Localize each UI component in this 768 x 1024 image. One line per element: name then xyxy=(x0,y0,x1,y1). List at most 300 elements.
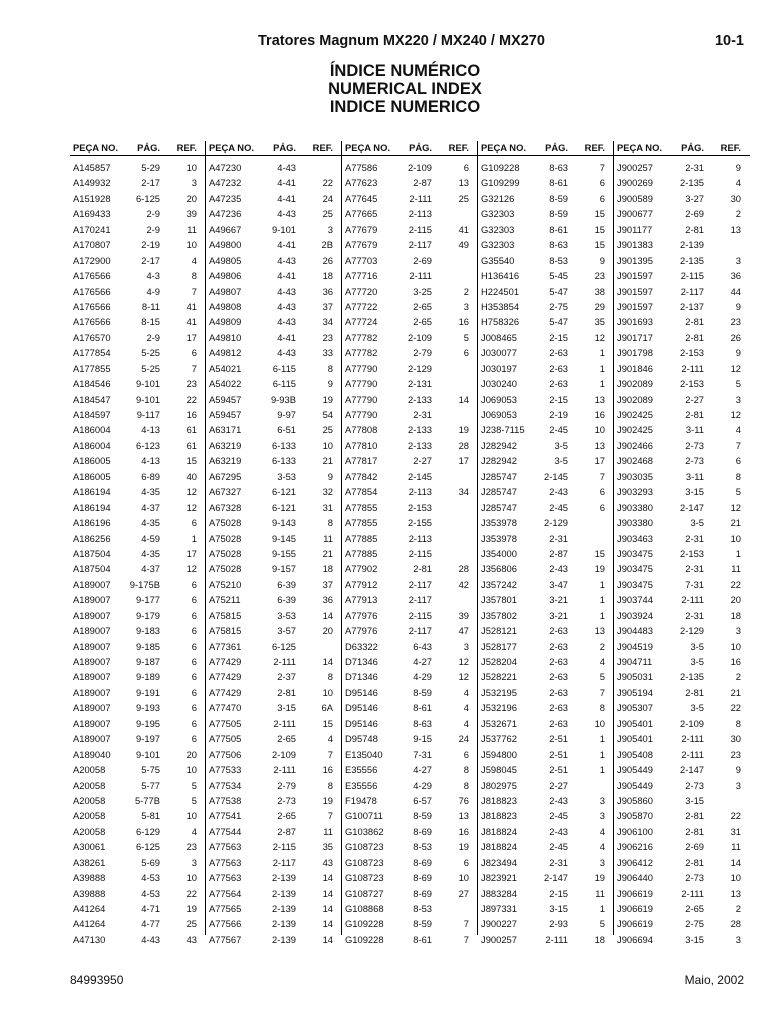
page-ref: 9-101 xyxy=(136,393,160,405)
table-row xyxy=(614,469,750,484)
part-number: A77782 xyxy=(345,347,378,359)
item-ref: 37 xyxy=(322,300,333,312)
item-ref: 10 xyxy=(186,162,197,173)
part-number: A77563 xyxy=(209,841,242,853)
page-ref: 6-125 xyxy=(136,192,160,204)
item-ref: 8 xyxy=(735,717,741,729)
table-row xyxy=(70,438,206,453)
item-ref: 23 xyxy=(730,316,741,328)
page-ref: 9-145 xyxy=(272,532,296,544)
table-row xyxy=(342,407,478,422)
item-ref: 41 xyxy=(186,316,197,328)
item-ref: 14 xyxy=(730,856,741,868)
page-ref: 4-53 xyxy=(141,887,160,899)
page-ref: 6-133 xyxy=(272,439,296,451)
page-ref: 2-79 xyxy=(277,779,296,791)
table-row xyxy=(478,793,614,808)
page-ref: 9-189 xyxy=(136,671,160,683)
part-number: G109299 xyxy=(481,177,520,189)
item-ref: 15 xyxy=(594,547,605,559)
page-ref: 3-15 xyxy=(549,903,568,914)
page-ref: 4-43 xyxy=(277,285,296,297)
page-ref: 2-73 xyxy=(685,779,704,791)
table-row xyxy=(206,577,342,592)
item-ref: 10 xyxy=(186,872,197,884)
page-ref: 2-139 xyxy=(272,918,296,930)
table-row xyxy=(614,237,750,252)
page-ref: 2-9 xyxy=(146,331,160,343)
item-ref: 10 xyxy=(458,872,469,884)
page-ref: 9-191 xyxy=(136,686,160,698)
item-ref: 7 xyxy=(191,362,197,374)
table-row xyxy=(206,669,342,684)
part-number: A184597 xyxy=(73,409,111,420)
table-row xyxy=(342,716,478,731)
part-number: J903475 xyxy=(617,547,653,559)
item-ref: 16 xyxy=(458,316,469,328)
table-row xyxy=(478,577,614,592)
table-row xyxy=(478,438,614,453)
item-ref: 2 xyxy=(735,208,741,220)
page-ref: 2-111 xyxy=(545,933,568,945)
item-ref: 21 xyxy=(322,455,333,467)
page-ref: 6-121 xyxy=(272,486,296,498)
page-ref: 5-69 xyxy=(141,856,160,868)
part-number: D95748 xyxy=(345,733,378,745)
header-part-number: PEÇA NO. xyxy=(73,142,118,153)
page-ref: 3-21 xyxy=(549,594,568,606)
part-number: A63171 xyxy=(209,424,242,436)
table-row xyxy=(478,376,614,391)
table-row xyxy=(70,731,206,746)
part-number: J903744 xyxy=(617,594,653,606)
page-ref: 4-35 xyxy=(141,486,160,498)
table-row xyxy=(206,453,342,468)
page-ref: 8-11 xyxy=(141,300,160,312)
table-row xyxy=(614,577,750,592)
item-ref: 9 xyxy=(735,347,741,359)
item-ref: 43 xyxy=(186,933,197,945)
page-ref: 2-73 xyxy=(685,455,704,467)
item-ref: 37 xyxy=(322,578,333,590)
table-row xyxy=(478,314,614,329)
page-ref: 6-115 xyxy=(272,378,296,390)
page-ref: 6-121 xyxy=(272,501,296,513)
part-number: A47236 xyxy=(209,208,242,220)
table-row xyxy=(70,855,206,870)
table-row xyxy=(342,669,478,684)
table-row xyxy=(70,762,206,777)
page-ref: 2-117 xyxy=(408,594,432,606)
table-row xyxy=(342,639,478,654)
table-row xyxy=(614,175,750,190)
item-ref: 2 xyxy=(735,671,741,683)
part-number: J354000 xyxy=(481,547,517,559)
item-ref: 1 xyxy=(599,362,605,374)
part-number: G32303 xyxy=(481,223,515,235)
part-number: A67327 xyxy=(209,486,242,498)
table-row xyxy=(342,345,478,360)
item-ref: 7 xyxy=(327,748,333,760)
page-ref: 4-43 xyxy=(141,933,160,945)
table-row xyxy=(342,916,478,931)
part-number: J901597 xyxy=(617,270,653,282)
table-row xyxy=(342,824,478,839)
table-row xyxy=(478,700,614,715)
table-row xyxy=(478,901,614,916)
part-number: A47235 xyxy=(209,192,242,204)
table-row xyxy=(70,747,206,762)
part-number: A77429 xyxy=(209,656,242,667)
part-number: A75028 xyxy=(209,547,242,559)
part-number: A77541 xyxy=(209,810,242,822)
page-ref: 5-45 xyxy=(549,270,568,282)
table-row xyxy=(70,577,206,592)
part-number: A77885 xyxy=(345,532,378,544)
item-ref: 5 xyxy=(191,794,197,806)
part-number: A77623 xyxy=(345,177,378,189)
part-number: J900257 xyxy=(617,162,653,173)
column-header-row xyxy=(614,141,750,156)
item-ref: 3 xyxy=(599,794,605,806)
part-number: J906216 xyxy=(617,841,653,853)
item-ref: 4 xyxy=(191,254,197,266)
page-ref: 9-101 xyxy=(272,223,296,235)
part-number: J905860 xyxy=(617,794,653,806)
table-row xyxy=(206,175,342,190)
page-ref: 4-29 xyxy=(413,779,432,791)
part-number: A49800 xyxy=(209,239,242,251)
page-ref: 4-29 xyxy=(413,671,432,683)
page-ref: 2-27 xyxy=(685,393,704,405)
table-row xyxy=(206,870,342,885)
item-ref: 30 xyxy=(730,733,741,745)
page-ref: 9-93B xyxy=(270,393,296,405)
item-ref: 12 xyxy=(186,563,197,575)
part-number: J905408 xyxy=(617,748,653,760)
item-ref: 1 xyxy=(599,733,605,745)
part-number: A49667 xyxy=(209,223,242,235)
part-number: A77724 xyxy=(345,316,378,328)
page-ref: 3-11 xyxy=(685,424,704,436)
header-part-number: PEÇA NO. xyxy=(617,142,662,153)
item-ref: 22 xyxy=(730,702,741,714)
table-row xyxy=(206,160,342,175)
page-ref: 3-11 xyxy=(685,470,704,482)
item-ref: 30 xyxy=(730,192,741,204)
table-row xyxy=(342,469,478,484)
item-ref: 10 xyxy=(730,532,741,544)
page-ref: 4-43 xyxy=(277,208,296,220)
item-ref: 76 xyxy=(458,794,469,806)
footer-date: Maio, 2002 xyxy=(684,973,744,987)
part-number: A77976 xyxy=(345,625,378,637)
column-header-row xyxy=(342,141,478,156)
part-number: D63322 xyxy=(345,640,378,652)
table-row xyxy=(342,299,478,314)
part-number: A77716 xyxy=(345,270,378,282)
part-number: A77429 xyxy=(209,686,242,698)
item-ref: 20 xyxy=(186,192,197,204)
table-row xyxy=(478,870,614,885)
item-ref: 11 xyxy=(323,825,333,837)
item-ref: 5 xyxy=(735,378,741,390)
page-ref: 3-5 xyxy=(690,517,704,529)
page-ref: 3-25 xyxy=(413,285,432,297)
page-ref: 3-5 xyxy=(690,702,704,714)
item-ref: 6 xyxy=(191,640,197,652)
page-ref: 4-35 xyxy=(141,547,160,559)
table-row xyxy=(70,376,206,391)
table-row xyxy=(70,314,206,329)
item-ref: 10 xyxy=(186,810,197,822)
part-number: A189007 xyxy=(73,733,111,745)
item-ref: 18 xyxy=(322,563,333,575)
table-row xyxy=(614,531,750,546)
table-row xyxy=(206,253,342,268)
page-ref: 4-3 xyxy=(146,270,160,282)
table-row xyxy=(342,778,478,793)
page-ref: 2-93 xyxy=(549,918,568,930)
page-ref: 2-87 xyxy=(277,825,296,837)
item-ref: 26 xyxy=(322,254,333,266)
page-ref: 2-9 xyxy=(146,223,160,235)
table-row xyxy=(614,886,750,901)
part-number: A49807 xyxy=(209,285,242,297)
page-ref: 2-145 xyxy=(544,470,568,482)
page-ref: 2-117 xyxy=(408,578,432,590)
table-row xyxy=(478,175,614,190)
table-row xyxy=(614,284,750,299)
part-number: J902425 xyxy=(617,409,653,420)
table-row xyxy=(206,639,342,654)
page-ref: 9-101 xyxy=(136,378,160,390)
item-ref: 3 xyxy=(191,177,197,189)
table-row xyxy=(614,546,750,561)
page-ref: 8-63 xyxy=(549,162,568,173)
page-ref: 9-97 xyxy=(277,409,296,420)
table-row xyxy=(614,191,750,206)
item-ref: 17 xyxy=(186,331,197,343)
table-row xyxy=(70,299,206,314)
part-number: A77913 xyxy=(345,594,378,606)
table-row xyxy=(342,700,478,715)
table-row xyxy=(342,515,478,530)
item-ref: 13 xyxy=(730,887,741,899)
table-row xyxy=(614,747,750,762)
item-ref: 19 xyxy=(594,563,605,575)
page-ref: 2-19 xyxy=(141,239,160,251)
table-row xyxy=(478,669,614,684)
page-ref: 2-43 xyxy=(549,825,568,837)
item-ref: 1 xyxy=(599,764,605,776)
column-divider xyxy=(205,141,206,935)
part-number: A77679 xyxy=(345,239,378,251)
table-row xyxy=(614,916,750,931)
index-column-group xyxy=(614,141,750,947)
part-number: A20058 xyxy=(73,794,106,806)
part-number: A186005 xyxy=(73,470,111,482)
part-number: J904483 xyxy=(617,625,653,637)
page-ref: 2-153 xyxy=(680,547,704,559)
table-row xyxy=(70,484,206,499)
page-ref: 2-15 xyxy=(549,331,568,343)
table-row xyxy=(614,330,750,345)
table-row xyxy=(342,561,478,576)
part-number: J030197 xyxy=(481,362,517,374)
part-number: A189007 xyxy=(73,625,111,637)
part-number: A63219 xyxy=(209,455,242,467)
table-row xyxy=(70,515,206,530)
part-number: J069053 xyxy=(481,393,517,405)
table-row xyxy=(614,700,750,715)
page-ref: 2-87 xyxy=(549,547,568,559)
header-ref: REF. xyxy=(720,142,741,153)
item-ref: 1 xyxy=(599,594,605,606)
page-ref: 9-175B xyxy=(129,578,160,590)
item-ref: 3 xyxy=(735,393,741,405)
page-ref: 2-63 xyxy=(549,625,568,637)
part-number: A176566 xyxy=(73,300,111,312)
page-ref: 8-59 xyxy=(413,686,432,698)
part-number: J905449 xyxy=(617,779,653,791)
item-ref: 16 xyxy=(730,656,741,667)
item-ref: 39 xyxy=(458,609,469,621)
part-number: A47230 xyxy=(209,162,242,173)
part-number: G108723 xyxy=(345,856,384,868)
item-ref: 6 xyxy=(191,702,197,714)
item-ref: 20 xyxy=(322,625,333,637)
page-ref: 2-111 xyxy=(409,192,432,204)
page-ref: 2-117 xyxy=(272,856,296,868)
page-ref: 6-43 xyxy=(413,640,432,652)
page-ref: 4-43 xyxy=(277,316,296,328)
table-row xyxy=(342,747,478,762)
table-row xyxy=(342,191,478,206)
page-ref: 6-39 xyxy=(277,578,296,590)
item-ref: 3 xyxy=(735,625,741,637)
item-ref: 4 xyxy=(599,841,605,853)
page-ref: 2-81 xyxy=(277,686,296,698)
index-column-group xyxy=(70,141,206,947)
table-row xyxy=(206,222,342,237)
item-ref: 23 xyxy=(186,841,197,853)
table-row xyxy=(478,345,614,360)
table-row xyxy=(342,839,478,854)
table-row xyxy=(342,870,478,885)
table-row xyxy=(478,916,614,931)
item-ref: 1 xyxy=(735,547,741,559)
item-ref: 61 xyxy=(186,424,197,436)
item-ref: 28 xyxy=(730,918,741,930)
part-number: A186004 xyxy=(73,439,111,451)
table-row xyxy=(70,500,206,515)
part-number: A77720 xyxy=(345,285,378,297)
item-ref: 10 xyxy=(594,717,605,729)
item-ref: 24 xyxy=(322,192,333,204)
item-ref: 10 xyxy=(322,686,333,698)
page-ref: 4-35 xyxy=(141,517,160,529)
page-ref: 8-69 xyxy=(413,872,432,884)
column-divider xyxy=(341,141,342,935)
part-number: J537762 xyxy=(481,733,517,745)
table-row xyxy=(70,639,206,654)
part-number: J904519 xyxy=(617,640,653,652)
item-ref: 44 xyxy=(730,285,741,297)
page-ref: 2-65 xyxy=(413,300,432,312)
part-number: A189040 xyxy=(73,748,111,760)
page-ref: 2-81 xyxy=(685,316,704,328)
item-ref: 13 xyxy=(594,439,605,451)
part-number: A20058 xyxy=(73,810,106,822)
item-ref: 21 xyxy=(730,686,741,698)
part-number: J906412 xyxy=(617,856,653,868)
part-number: A151928 xyxy=(73,192,111,204)
part-number: G32303 xyxy=(481,239,515,251)
part-number: J598045 xyxy=(481,764,517,776)
page-ref: 8-69 xyxy=(413,887,432,899)
item-ref: 6 xyxy=(191,578,197,590)
table-row xyxy=(614,376,750,391)
page-ref: 5-25 xyxy=(141,347,160,359)
page-number: 10-1 xyxy=(714,33,744,49)
table-row xyxy=(478,639,614,654)
table-row xyxy=(478,407,614,422)
part-number: J897331 xyxy=(481,903,517,914)
table-row xyxy=(478,778,614,793)
footer-document-number: 84993950 xyxy=(70,973,124,987)
part-number: J818823 xyxy=(481,794,517,806)
part-number: J357242 xyxy=(481,578,517,590)
table-row xyxy=(614,361,750,376)
table-row xyxy=(614,824,750,839)
part-number: J282942 xyxy=(481,455,517,467)
item-ref: 8 xyxy=(327,362,333,374)
table-row xyxy=(206,469,342,484)
part-number: J900227 xyxy=(481,918,517,930)
table-row xyxy=(614,345,750,360)
table-row xyxy=(206,932,342,947)
page-ref: 2-63 xyxy=(549,378,568,390)
part-number: J905194 xyxy=(617,686,653,698)
page-ref: 2-113 xyxy=(408,532,432,544)
page-ref: 2-65 xyxy=(413,316,432,328)
item-ref: 23 xyxy=(594,270,605,282)
page-ref: 2-45 xyxy=(549,501,568,513)
page-ref: 2-69 xyxy=(413,254,432,266)
page-ref: 3-27 xyxy=(685,192,704,204)
page-ref: 8-61 xyxy=(413,933,432,945)
page-ref: 2-15 xyxy=(549,393,568,405)
item-ref: 36 xyxy=(322,285,333,297)
part-number: A186194 xyxy=(73,486,111,498)
table-row xyxy=(478,500,614,515)
page-ref: 2-111 xyxy=(681,733,704,745)
item-ref: 4 xyxy=(463,686,469,698)
header-part-number: PEÇA NO. xyxy=(209,142,254,153)
table-row xyxy=(70,237,206,252)
part-number: J282942 xyxy=(481,439,517,451)
table-row xyxy=(70,330,206,345)
table-row xyxy=(70,886,206,901)
table-row xyxy=(342,932,478,947)
page-ref: 8-59 xyxy=(549,208,568,220)
item-ref: 13 xyxy=(458,177,469,189)
item-ref: 61 xyxy=(186,439,197,451)
page-ref: 2-113 xyxy=(408,486,432,498)
page-ref: 4-13 xyxy=(141,424,160,436)
part-number: A77790 xyxy=(345,409,378,420)
